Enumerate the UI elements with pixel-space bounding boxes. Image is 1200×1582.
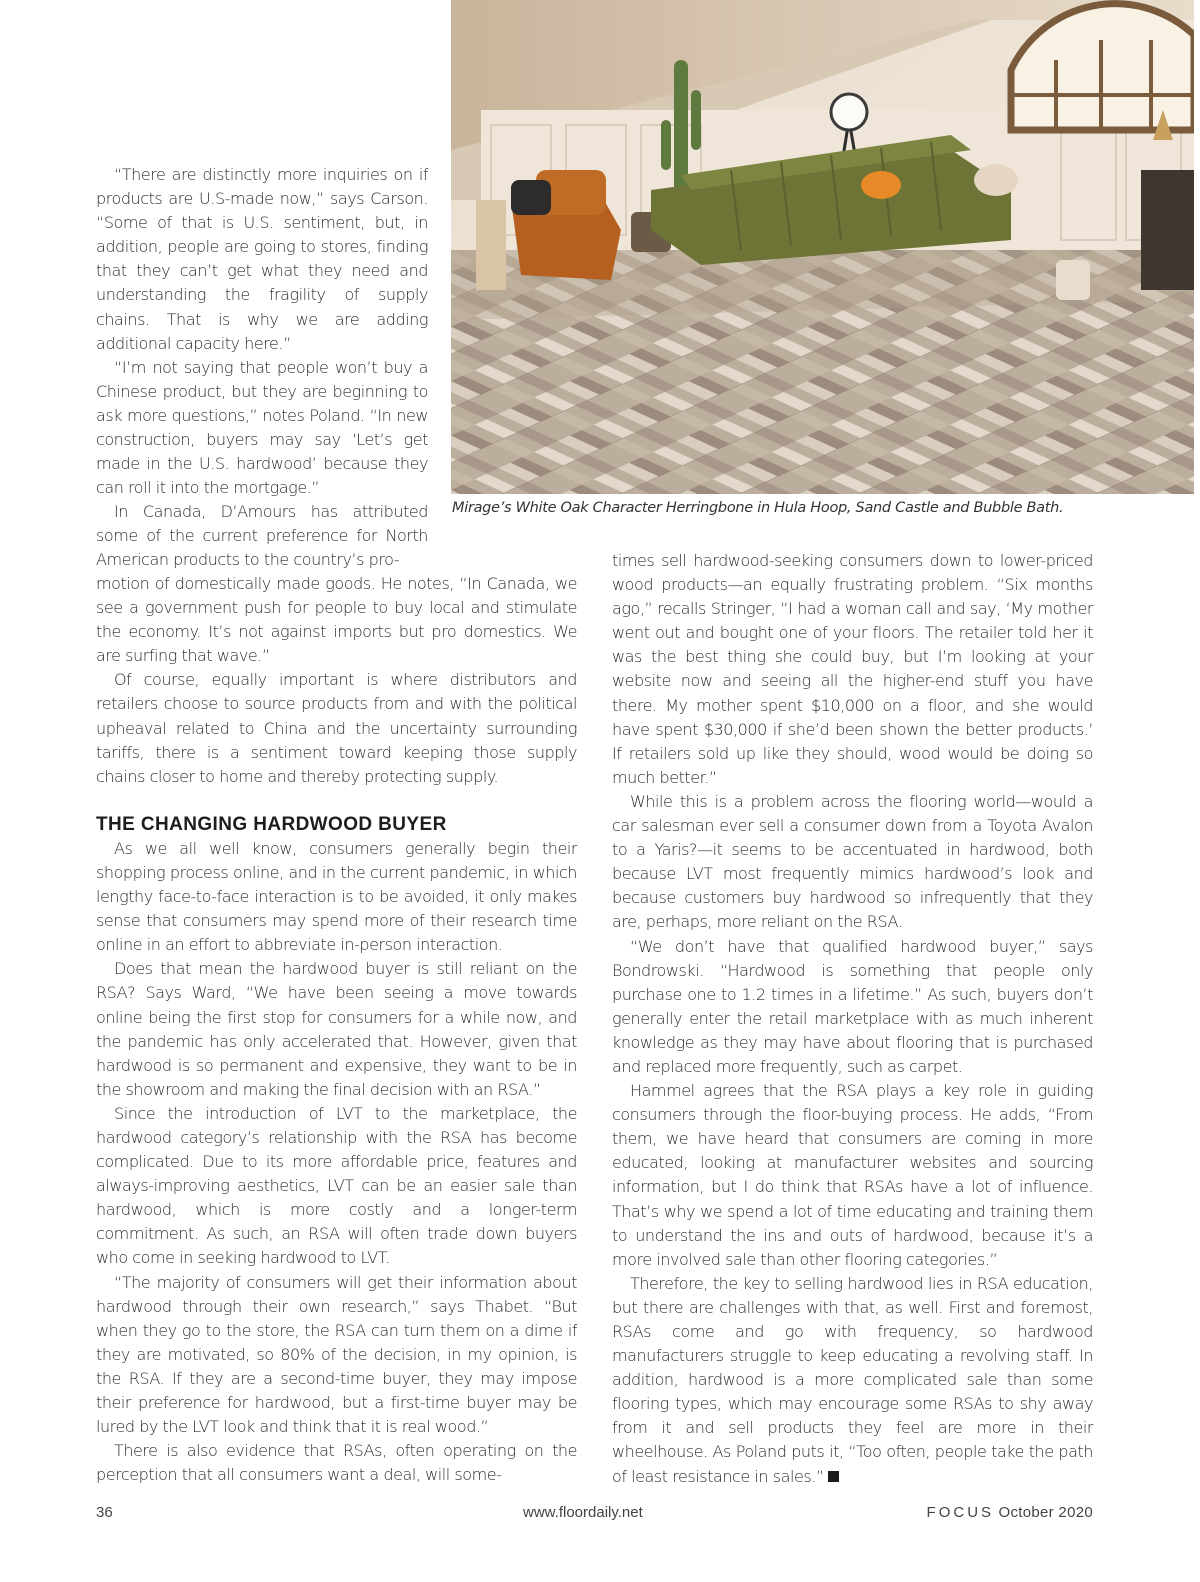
room-photo <box>451 0 1194 494</box>
room-illustration <box>451 0 1194 494</box>
right-paragraph-1: times sell hardwood-seeking consumers down to lower-priced wood products—an equally frustrating problem. “Six months ago,” recalls Stringer, “I had a woman call and say, ‘My mother went out and bought one of your floors. The retailer told her it was the best thing she could buy, but I’m looking at your website now and seeing all the higher-end stuff you have there. My mother spent $10,000 on a floor, and she would have spent $30,000 if she’d been shown the better products.’ If retailers sold up like they should, wood would be doing so much better.” <box>612 551 1093 787</box>
intro-paragraph-2: “I’m not saying that people won’t buy a Chinese product, but they are beginning to ask more questions,” notes Poland. “In new construction, buyers may say ‘Let’s get made in the U.S. hardwood’ because they can roll it into the mortgage.” <box>96 357 428 498</box>
left-paragraph-7: There is also evidence that RSAs, often operating on the perception that all consumers want a deal, will some- <box>96 1441 577 1485</box>
right-paragraph-3: “We don’t have that qualified hardwood buyer,” says Bondrowski. “Hardwood is something that people only purchase one to 1.2 times in a lifetime.” As such, buyers don’t generally enter the retail marketplace with as much inherent knowledge as they may have about flooring that is purchased and replaced more frequently, such as carpet. <box>612 936 1093 1076</box>
intro-column <box>96 163 428 500</box>
intro-column-continued <box>96 500 428 572</box>
end-of-article-mark <box>828 1471 839 1482</box>
section-heading: THE CHANGING HARDWOOD BUYER <box>96 813 447 835</box>
left-paragraph-1: motion of domestically made goods. He notes, “In Canada, we see a government push for people to buy local and stimulate the economy. It’s not against imports but pro domestics. We are surfing that wave.” <box>96 574 577 666</box>
footer-website: www.floordaily.net <box>523 1504 643 1521</box>
left-paragraph-5: Since the introduction of LVT to the marketplace, the hardwood category’s relationship with the RSA has become complicated. Due to its more affordable price, features and always-improving aesthetics, LVT can be an easier sale than hardwood, which is more costly and a longer-term commitment. As such, an RSA will often trade down buyers who come in seeking hardwood to LVT. <box>96 1103 577 1268</box>
page-number: 36 <box>96 1504 113 1521</box>
right-paragraph-5 <box>612 1272 1093 1489</box>
intro-paragraph-3: In Canada, D’Amours has attributed some of the current preference for North American products to the country’s pro- <box>96 502 428 570</box>
right-paragraph-4: Hammel agrees that the RSA plays a key role in guiding consumers through the floor-buying process. He adds, “From them, we have heard that consumers are coming in more educated, looking at manufacturer websites and sourcing information, but I do think that RSAs have a lot of influence. That’s why we spend a lot of time educating and training them to understand the ins and outs of hardwood, because it’s a more involved sale than other flooring categories.” <box>612 1081 1093 1269</box>
magazine-name: FOCUS <box>926 1504 995 1521</box>
left-paragraph-4: Does that mean the hardwood buyer is still reliant on the RSA? Says Ward, “We have been seeing a move towards online being the first stop for consumers for a while now, and the pandemic has only accelerated that. However, given that hardwood is so permanent and expensive, they want to be in the showroom and making the final decision with an RSA.” <box>96 959 577 1099</box>
photo-caption: Mirage’s White Oak Character Herringbone in Hula Hoop, Sand Castle and Bubble Bath. <box>452 500 1064 516</box>
left-column <box>96 572 577 1487</box>
final-paragraph-text: Therefore, the key to selling hardwood lies in RSA education, but there are challenges with that, as well. First and foremost, RSAs come and go with frequency, so hardwood manufacturers struggle to keep educating a revolving staff. In addition, hardwood is a more complicated sale than some flooring types, which may encourage some RSAs to shy away from it and sell products they feel are more in their wheelhouse. As Poland puts it, “Too often, people take the path of least resistance in sales.” <box>612 1273 1093 1486</box>
intro-paragraph-1: “There are distinctly more inquiries on if products are U.S-made now,” says Carson. “Some of that is U.S. sentiment, but, in addition, people are going to stores, finding that they can’t get what they need and understanding the fragility of supply chains. That is why we are adding additional capacity here.” <box>96 165 428 353</box>
right-column <box>612 549 1093 1489</box>
right-paragraph-2: While this is a problem across the flooring world—would a car salesman ever sell a consumer down from a Toyota Avalon to a Yaris?—it seems to be accentuated in hardwood, both because LVT most frequently mimics hardwood’s look and because customers buy hardwood so infrequently that they are, perhaps, more reliant on the RSA. <box>612 791 1093 932</box>
left-paragraph-6: “The majority of consumers will get their information about hardwood through their own research,” says Thabet. “But when they go to the store, the RSA can turn them on a dime if they are motivated, so 80% of the decision, in my opinion, is the RSA. If they are a second-time buyer, they may impose their preference for hardwood, but a first-time buyer may be lured by the LVT look and think that it is real wood.” <box>96 1272 577 1437</box>
left-paragraph-2: Of course, equally important is where distributors and retailers choose to source products from and with the political upheaval related to China and the uncertainty surrounding tariffs, there is a sentiment toward keeping those supply chains closer to home and thereby protecting supply. <box>96 670 577 786</box>
left-paragraph-3: As we all well know, consumers generally begin their shopping process online, and in the current pandemic, in which lengthy face-to-face interaction is to be avoided, it only makes sense that consumers may spend more of their research time online in an effort to abbreviate in-person interaction. <box>96 838 577 955</box>
footer-issue <box>927 1504 1093 1521</box>
issue-date: October 2020 <box>998 1504 1093 1521</box>
